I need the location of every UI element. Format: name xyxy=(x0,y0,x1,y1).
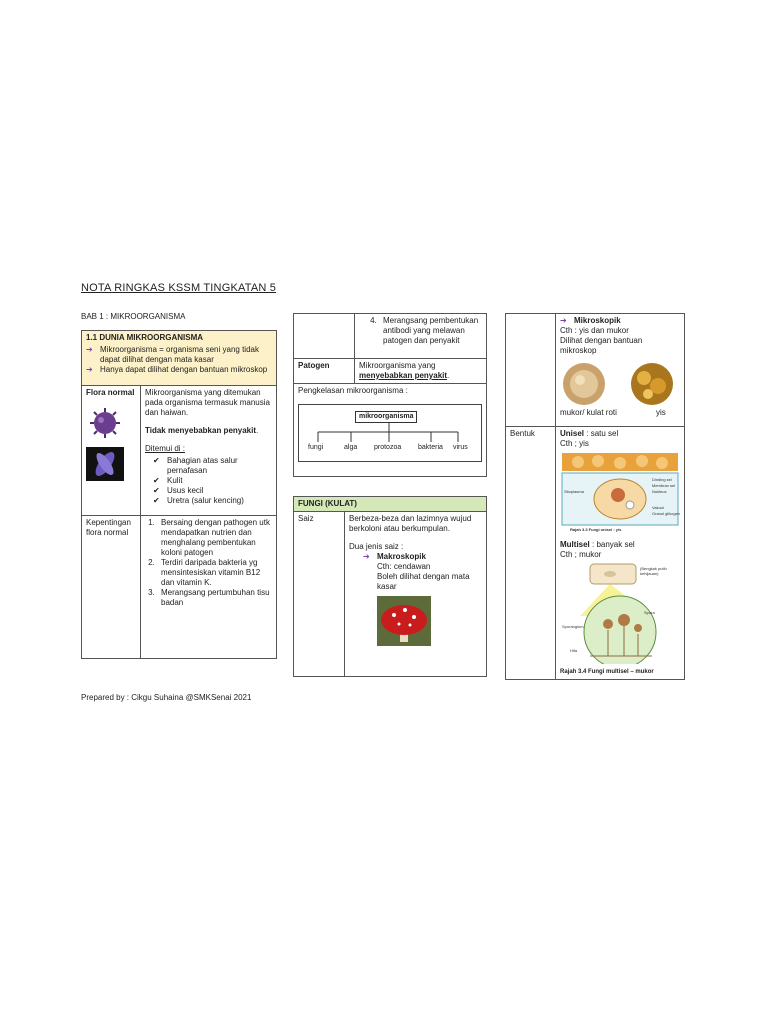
importance-label: Kepentingan flora normal xyxy=(86,518,131,537)
arrow-bullet-icon: ➔ xyxy=(86,345,93,354)
importance-item: 1. Bersaing dengan pathogen utk mendapatkan nutrien dan menghalang pembentukan koloni patogen xyxy=(157,518,272,558)
item4: 4. Merangsang pembentukan antibodi yang melawan patogen dan penyakit xyxy=(379,316,482,346)
multisel-label: Multisel xyxy=(560,540,590,549)
flora-desc: Mikroorganisma yang ditemukan pada organisma termasuk manusia dan haiwan. xyxy=(145,388,270,417)
found-item: ✔ Usus kecil xyxy=(153,486,204,495)
svg-text:Hifa: Hifa xyxy=(570,648,578,653)
bacteria-image xyxy=(86,447,124,481)
check-icon: ✔ xyxy=(153,476,160,485)
tree-child: protozoa xyxy=(374,444,402,451)
intro-cell xyxy=(82,331,277,386)
mikro-item: ➔ Mikroskopik xyxy=(560,316,621,325)
page-title: NOTA RINGKAS KSSM TINGKATAN 5 xyxy=(81,282,277,294)
patogen-bold: menyebabkan penyakit xyxy=(359,371,448,380)
unisel-label: Unisel xyxy=(560,429,585,438)
dua-jenis: Dua jenis saiz : xyxy=(349,542,404,551)
mushroom-image xyxy=(377,596,431,646)
intro-item: ➔ Hanya dapat dilihat dengan bantuan mikroskop xyxy=(86,365,268,374)
check-icon: ✔ xyxy=(153,456,160,465)
svg-text:kehijauan): kehijauan) xyxy=(640,571,659,576)
importance-list-cell xyxy=(141,516,277,659)
importance-label-cell xyxy=(82,516,141,659)
flora-bold: Tidak menyebabkan penyakit xyxy=(145,426,257,435)
tree-root: mikroorganisma xyxy=(355,411,417,423)
bentuk-label: Bentuk xyxy=(506,427,556,680)
importance-item: 2. Terdiri daripada bakteria yg mensintesiskan vitamin B12 dan vitamin K. xyxy=(157,558,272,588)
multisel-eg: Cth ; mukor xyxy=(560,550,602,559)
tree-child: fungi xyxy=(308,444,324,451)
bentuk-cell xyxy=(556,427,685,680)
svg-text:Nukleus: Nukleus xyxy=(652,489,667,494)
flora-desc-cell: Mikroorganisma yang ditemukan pada organisma termasuk manusia dan haiwan. Tidak menyebabkan penyakit. Ditemui di : ✔ Bahagian atas salur pernafasan ✔ Kulit ✔ Usus kecil ✔ Uretra (salur kencing) xyxy=(141,386,277,516)
footer-credit: Prepared by : Cikgu Suhaina @SMKSenai 2021 xyxy=(81,693,252,702)
arrow-bullet-icon: ➔ xyxy=(86,365,93,374)
svg-text:Rajah 3.3 Fungi unisel : yis: Rajah 3.3 Fungi unisel : yis xyxy=(570,527,622,532)
found-item: ✔ Kulit xyxy=(153,476,183,485)
yeast-cell-diagram xyxy=(560,451,680,533)
flora-label: Flora normal xyxy=(86,388,135,397)
flora-label-cell xyxy=(82,386,141,516)
virus-image xyxy=(86,406,124,440)
found-item: ✔ Uretra (salur kencing) xyxy=(153,496,244,505)
fungi-header: FUNGI (KULAT) xyxy=(294,497,487,512)
unisel-eg: Cth ; yis xyxy=(560,439,589,448)
tree-child: alga xyxy=(344,444,358,451)
svg-text:(Bengkak putih: (Bengkak putih xyxy=(640,566,667,571)
svg-text:Dinding sel: Dinding sel xyxy=(652,477,672,482)
makro-desc: Boleh dilihat dengan mata kasar xyxy=(377,572,470,591)
arrow-bullet-icon: ➔ xyxy=(560,316,567,325)
fungi-table xyxy=(293,496,487,677)
found-item: ✔ Bahagian atas salur pernafasan xyxy=(153,456,238,475)
mucor-diagram xyxy=(560,560,680,664)
check-icon: ✔ xyxy=(153,496,160,505)
check-icon: ✔ xyxy=(153,486,160,495)
patogen-label: Patogen xyxy=(294,359,355,384)
arrow-bullet-icon: ➔ xyxy=(363,552,370,561)
tree-child: virus xyxy=(453,444,468,451)
found-label: Ditemui di : xyxy=(145,444,186,453)
yis-image xyxy=(630,362,674,406)
section-title: 1.1 DUNIA MIKROORGANISMA xyxy=(86,333,204,342)
svg-text:Spora: Spora xyxy=(644,610,655,615)
saiz-label: Saiz xyxy=(294,512,345,677)
svg-text:Sitoplasma: Sitoplasma xyxy=(564,489,584,494)
caption-yis: yis xyxy=(656,408,666,417)
tree-child: bakteria xyxy=(418,444,443,451)
empty-cell xyxy=(506,314,556,427)
classification-label: Pengkelasan mikroorganisma : xyxy=(298,386,408,395)
saiz-cell xyxy=(345,512,487,677)
mikro-desc: Dilihat dengan bantuan mikroskop xyxy=(560,336,643,355)
mikro-cell xyxy=(556,314,685,427)
svg-text:Sporangium: Sporangium xyxy=(562,624,584,629)
col3-table xyxy=(505,313,685,680)
multisel-desc: : banyak sel xyxy=(592,540,635,549)
importance-item: 3. Merangsang pertumbuhan tisu badan xyxy=(157,588,272,608)
mukor-image xyxy=(562,362,606,406)
patogen-desc: Mikroorganisma yang xyxy=(359,361,436,370)
fig2-caption: Rajah 3.4 Fungi multisel – mukor xyxy=(560,669,654,675)
unisel-desc: : satu sel xyxy=(586,429,619,438)
patogen-cell: Mikroorganisma yang menyebabkan penyakit. xyxy=(355,359,487,384)
intro-item: ➔ Mikroorganisma = organisma seni yang tidak dapat dilihat dengan mata kasar xyxy=(86,345,259,364)
chapter-label: BAB 1 : MIKROORGANISMA xyxy=(81,312,186,321)
mikro-eg: Cth : yis dan mukor xyxy=(560,326,629,335)
col1-table xyxy=(81,330,277,659)
svg-text:Membran sel: Membran sel xyxy=(652,483,676,488)
makro-eg: Cth: cendawan xyxy=(377,562,431,571)
caption-mukor: mukor/ kulat roti xyxy=(560,408,617,417)
saiz-desc: Berbeza-beza dan lazimnya wujud berkoloni atau berkumpulan. xyxy=(349,514,472,533)
svg-text:Granul glikogen: Granul glikogen xyxy=(652,511,680,516)
item4-cell xyxy=(355,314,487,359)
svg-text:Vakuol: Vakuol xyxy=(652,505,664,510)
makro-item: ➔ Makroskopik xyxy=(363,552,426,561)
empty-cell xyxy=(294,314,355,359)
